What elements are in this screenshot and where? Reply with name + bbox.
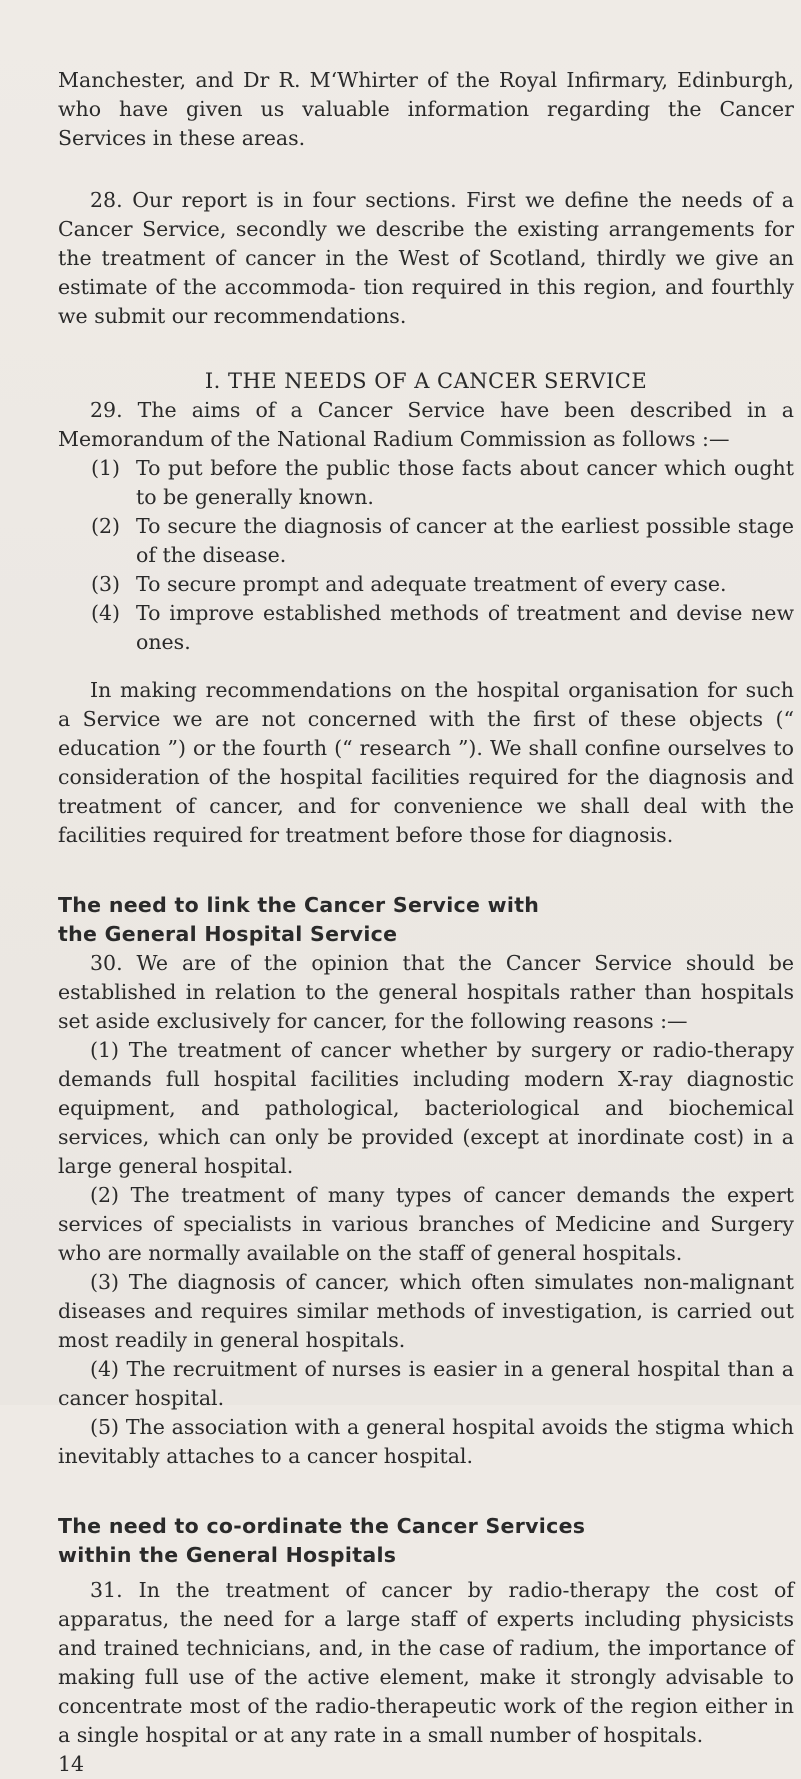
list-item-number: (3)	[91, 572, 121, 596]
list-item-text: To secure the diagnosis of cancer at the earliest possible stage of the disease.	[136, 514, 794, 567]
list-item-text: To secure prompt and adequate treatment of every case.	[136, 572, 727, 596]
page-content	[58, 66, 794, 1779]
intro-paragraph: Manchester, and Dr R. M‘Whirter of the Royal Infirmary, Edinburgh, who have given us valuable information regarding the Cancer Services in these areas.	[58, 68, 794, 150]
list-item: (1) The treatment of cancer whether by surgery or radio-therapy demands full hospital facilities including modern X-ray diagnostic equipment, and pathological, bacteriological and biochemical services, which can only be provided (except at inordinate cost) in a large general hospital.	[58, 1038, 794, 1178]
paragraph-recommendations: In making recommendations on the hospital organisation for such a Service we are not concerned with the first of these objects (“ education ”) or the fourth (“ research ”). We shall confine ourselves to consideration of the hospital facilities required for the diagnosis and treatment of cancer, and for convenience we shall deal with the facilities required for treatment before those for diagnosis.	[58, 678, 794, 847]
subheading-line-1: The need to link the Cancer Service with	[58, 893, 540, 917]
aims-list	[58, 454, 794, 657]
list-item-number: (2)	[91, 514, 121, 538]
paragraph-28: 28. Our report is in four sections. First we define the needs of a Cancer Service, secondly we describe the existing arrangements for the treatment of cancer in the West of Scotland, thirdly we give an estimate of the accommoda- tion required in this region, and fourthly we submit our recommendations.	[58, 188, 794, 328]
list-item-number: (1)	[91, 456, 121, 480]
list-item-text: To improve established methods of treatment and devise new ones.	[136, 601, 794, 654]
reasons-list	[58, 1036, 794, 1471]
list-item	[91, 599, 794, 657]
list-item: (5) The association with a general hospital avoids the stigma which inevitably attaches to a cancer hospital.	[58, 1415, 794, 1468]
paragraph-31: 31. In the treatment of cancer by radio-therapy the cost of apparatus, the need for a large staff of experts including physicists and trained technicians, and, in the case of radium, the importance of making full use of the active element, make it strongly advisable to concentrate most of the radio-therapeutic work of the region either in a single hospital or at any rate in a small number of hospitals.	[58, 1578, 794, 1747]
page-number: 14	[58, 1752, 85, 1776]
list-item: (4) The recruitment of nurses is easier in a general hospital than a cancer hospital.	[58, 1357, 794, 1410]
list-item-number: (4)	[91, 601, 121, 625]
paragraph-29: 29. The aims of a Cancer Service have been described in a Memorandum of the National Radium Commission as follows :—	[58, 398, 794, 451]
list-item: (2) The treatment of many types of cancer demands the expert services of specialists in various branches of Medicine and Surgery who are normally available on the staff of general hospitals.	[58, 1183, 794, 1265]
list-item: (3) The diagnosis of cancer, which often simulates non-malignant diseases and requires similar methods of investigation, is carried out most readily in general hospitals.	[58, 1270, 794, 1352]
list-item	[91, 454, 794, 512]
list-item	[91, 512, 794, 570]
subheading-line-2: within the General Hospitals	[58, 1543, 397, 1567]
subheading-link-cancer-service	[58, 891, 794, 949]
paragraph-30: 30. We are of the opinion that the Cancer Service should be established in relation to the general hospitals rather than hospitals set aside exclusively for cancer, for the following reasons :—	[58, 951, 794, 1033]
list-item-text: To put before the public those facts about cancer which ought to be generally known.	[136, 456, 794, 509]
subheading-line-1: The need to co-ordinate the Cancer Services	[58, 1514, 586, 1538]
list-item	[91, 570, 794, 599]
subheading-line-2: the General Hospital Service	[58, 922, 398, 946]
section-heading: I. THE NEEDS OF A CANCER SERVICE	[204, 369, 648, 393]
subheading-coordinate-cancer-services	[58, 1512, 794, 1570]
